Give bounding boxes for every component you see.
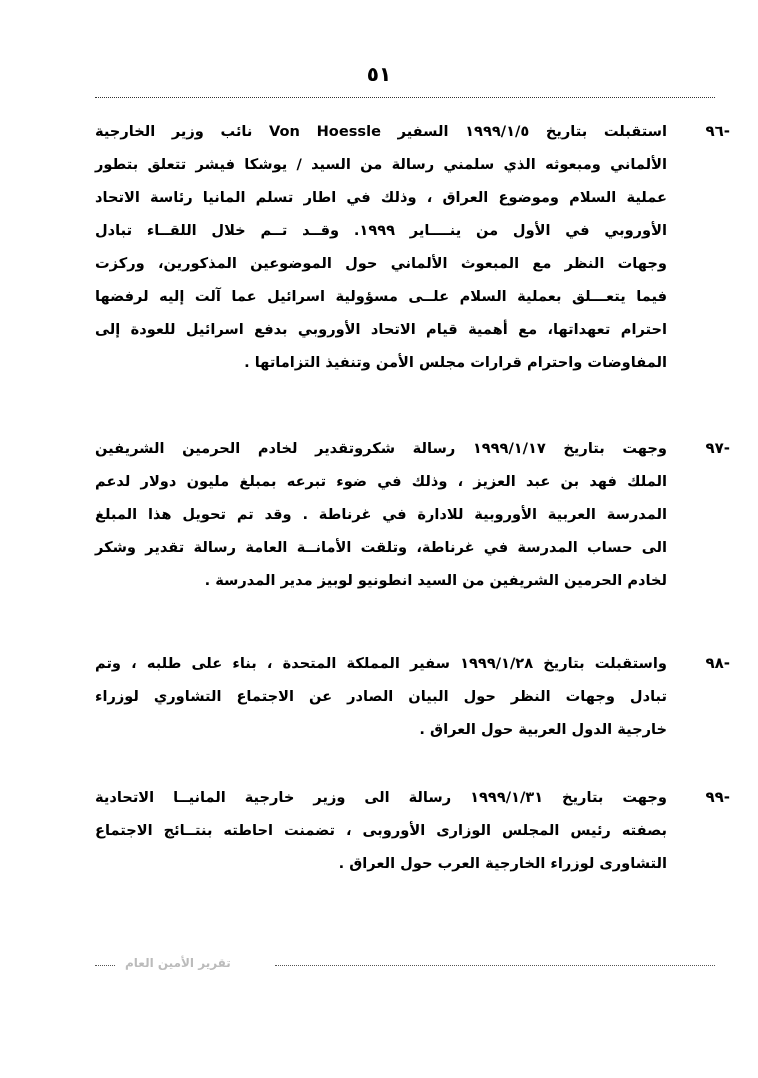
footer-text: تقرير الأمين العام (125, 956, 231, 970)
paragraph-line: واستقبلت بتاريخ ١٩٩٩/١/٢٨ سفير المملكة المتحدة ، بناء على طلبه ، وتم (95, 655, 667, 672)
list-item (90, 647, 730, 746)
page-number: ٥١ (366, 62, 392, 86)
paragraph-line: خارجية الدول العربية حول العراق . (419, 721, 667, 738)
paragraph-line: الألماني ومبعوثه الذي سلمني رسالة من السيد / يوشكا فيشر تتعلق بتطور (95, 156, 667, 173)
footer (95, 956, 715, 976)
item-number: -٩٩ (705, 788, 730, 806)
paragraph-line: احترام تعهداتها، مع أهمية قيام الاتحاد الأوروبي بدفع اسرائيل للعودة إلى (95, 321, 667, 338)
item-number: -٩٨ (705, 654, 730, 672)
paragraph-line: تبادل وجهات النظر حول البيان الصادر عن الاجتماع التشاوري لوزراء (95, 688, 667, 705)
paragraph-line: المفاوضات واحترام قرارات مجلس الأمن وتنفيذ التزاماتها . (244, 354, 667, 371)
paragraph-line: الى حساب المدرسة في غرناطة، وتلقت الأمانــة العامة رسالة تقدير وشكر (95, 539, 667, 556)
paragraph-line: وجهت بتاريخ ١٩٩٩/١/٣١ رسالة الى وزير خارجية المانيــا الاتحادية (95, 789, 668, 806)
item-number: -٩٦ (705, 122, 730, 140)
footer-divider-left (95, 965, 115, 966)
paragraph-line: استقبلت بتاريخ ١٩٩٩/١/٥ السفير Von Hoessle نائب وزير الخارجية (95, 123, 668, 140)
paragraph-line: المدرسة العربية الأوروبية للادارة في غرناطة . وقد تم تحويل هذا المبلغ (95, 506, 667, 523)
paragraph-line: وجهت بتاريخ ١٩٩٩/١/١٧ رسالة شكروتقدير لخادم الحرمين الشريفين (95, 440, 667, 457)
list-item (90, 781, 730, 880)
paragraph-line: فيما يتعـــلق بعملية السلام علــى مسؤولية اسرائيل عما آلت إليه لرفضها (95, 288, 667, 305)
paragraph-line: التشاورى لوزراء الخارجية العرب حول العراق . (338, 855, 667, 872)
list-item (90, 432, 730, 597)
paragraph-line: عملية السلام وموضوع العراق ، وذلك في اطار تسلم المانيا رئاسة الاتحاد (95, 189, 667, 206)
paragraph-line: الأوروبي في الأول من ينــــاير ١٩٩٩. وقــد تــم خلال اللقــاء تبادل (95, 222, 667, 239)
paragraph-line: بصفته رئيس المجلس الوزارى الأوروبى ، تضمنت احاطته بنتــائج الاجتماع (95, 822, 667, 839)
header-divider (95, 97, 715, 98)
paragraph-line: لخادم الحرمين الشريفين من السيد انطونيو لوبيز مدير المدرسة . (204, 572, 667, 589)
footer-divider (275, 965, 715, 966)
paragraph-line: الملك فهد بن عبد العزيز ، وذلك في ضوء تبرعه بمبلغ مليون دولار لدعم (95, 473, 667, 490)
list-item (90, 115, 730, 379)
item-number: -٩٧ (705, 439, 730, 457)
paragraph-line: وجهات النظر مع المبعوث الألماني حول الموضوعين المذكورين، وركزت (95, 255, 667, 272)
